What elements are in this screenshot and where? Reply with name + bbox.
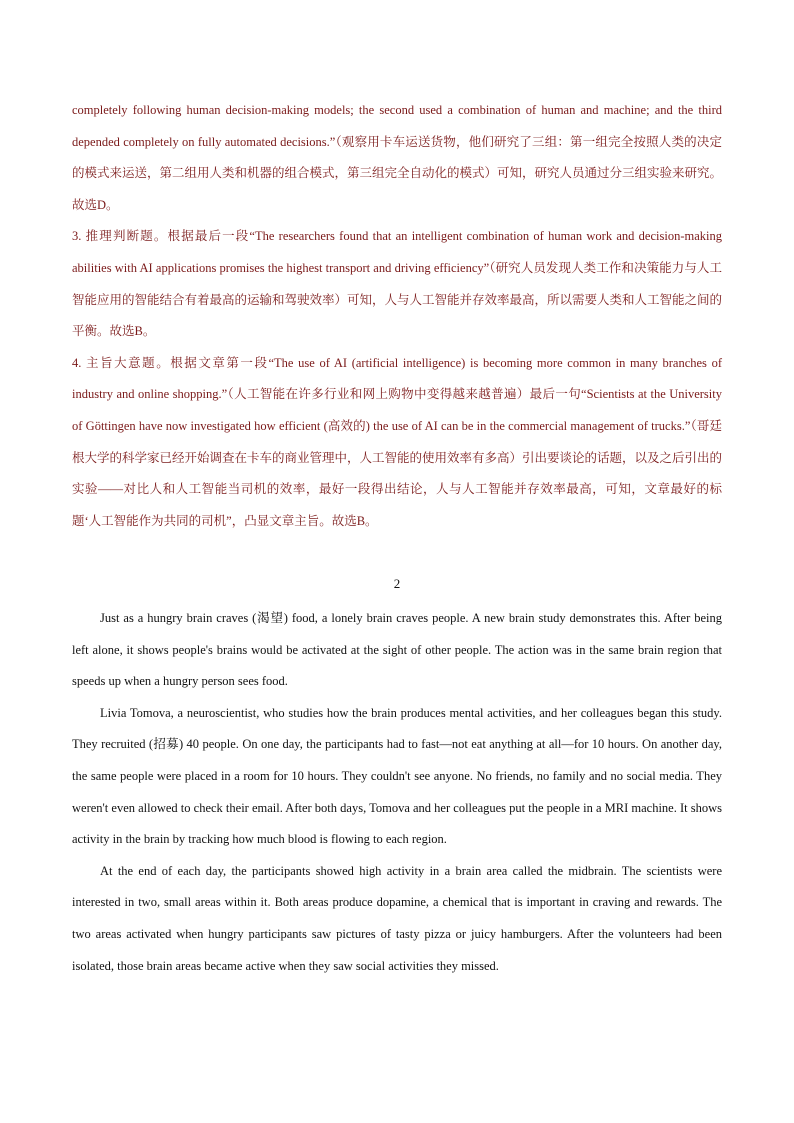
passage-paragraph-3: At the end of each day, the participants showed high activity in a brain area called the midbrain. The scientists were interested in two, small areas within it. Both areas produce dopamine, a chemical that is important in craving and rewards. The two areas activated when hungry participants saw pictures of tasty pizza or juicy hamburgers. After the volunteers had been isolated, those brain areas became active when they saw social activities they missed.	[72, 863, 722, 973]
answer-paragraph-2-cont: completely following human decision-making models; the second used a combination of human and machine; and the third depended completely on fully automated decisions.”（观察用卡车运送货物，他们研究了三组：第一组完全按照人类的决定的模式来运送，第二组用人类和机器的组合模式，第三组完全自动化的模式）可知，研究人员通过分三组实验来研究。故选D。	[72, 103, 723, 212]
passage-paragraph-2: Livia Tomova, a neuroscientist, who studies how the brain produces mental activities, and her colleagues began this study. They recruited (招募) 40 people. On one day, the participants had to fast—not eat anything at all—for 10 hours. On another day, the same people were placed in a room for 10 hours. They couldn't see anyone. No friends, no family and no social media. They weren't even allowed to check their email. After both days, Tomova and her colleagues put the people in a MRI machine. It shows activity in the brain by tracking how much blood is flowing to each region.	[72, 705, 722, 847]
answer-paragraph-4: 4. 主旨大意题。根据文章第一段“The use of AI (artificial intelligence) is becoming more common in many branches of industry and online shopping.”（人工智能在许多行业和网上购物中变得越来越普遍）最后一句“Scientists at the University of Göttingen have now investigated how efficient (高效的) the use of AI can be in the commercial management of trucks.”（哥廷根大学的科学家已经开始调查在卡车的商业管理中，人工智能的使用效率有多高）引出要谈论的话题，以及之后引出的实验——对比人和人工智能当司机的效率，最好一段得出结论，人与人工智能并存效率最高，可知，文章最好的标题‘人工智能作为共同的司机”，凸显文章主旨。故选B。	[72, 355, 723, 528]
passage-number: 2	[393, 576, 401, 591]
answer-explanations	[72, 95, 722, 537]
answer-paragraph-3: 3. 推理判断题。根据最后一段“The researchers found that an intelligent combination of human work and decision-making abilities with AI applications promises the highest transport and driving efficiency”（研究人员发现人类工作和决策能力与人工智能应用的智能结合有着最高的运输和驾驶效率）可知，人与人工智能并存效率最高，所以需要人类和人工智能之间的平衡。故选B。	[72, 229, 723, 339]
passage-paragraph-1: Just as a hungry brain craves (渴望) food, a lonely brain craves people. A new brain study demonstrates this. After being left alone, it shows people's brains would be activated at the sight of other people. The action was in the same brain region that speeds up when a hungry person sees food.	[72, 611, 722, 689]
reading-passage	[72, 603, 722, 982]
